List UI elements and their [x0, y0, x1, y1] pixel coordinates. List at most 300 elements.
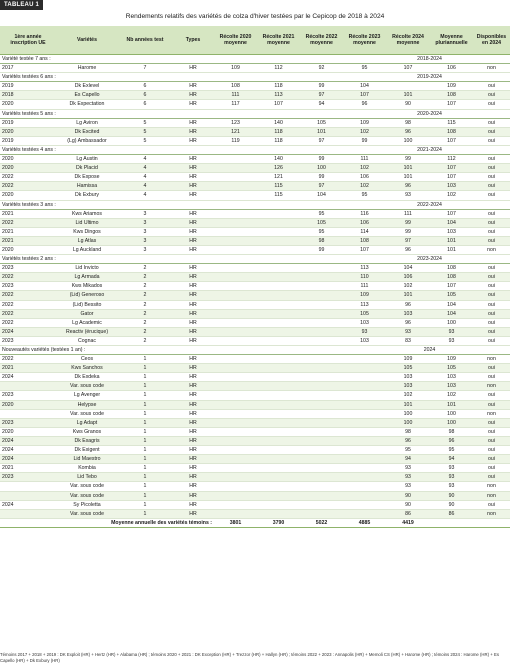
table-body: [0, 55, 510, 528]
table-cell: 4: [118, 191, 172, 200]
table-cell: oui: [473, 164, 510, 173]
table-cell: [300, 373, 343, 382]
table-cell: non: [473, 409, 510, 418]
table-cell: 119: [214, 136, 257, 145]
table-cell: HR: [172, 409, 214, 418]
table-cell: [257, 364, 300, 373]
table-cell: [300, 409, 343, 418]
table-cell: oui: [473, 373, 510, 382]
table-cell: [257, 318, 300, 327]
table-cell: [386, 82, 430, 91]
table-cell: [300, 500, 343, 509]
table-cell: 2021: [0, 364, 56, 373]
table-cell: [300, 491, 343, 500]
total-row: [0, 518, 510, 527]
table-cell: oui: [473, 418, 510, 427]
table-cell: 96: [386, 436, 430, 445]
table-cell: 2023: [0, 418, 56, 427]
table-cell: 2: [118, 300, 172, 309]
table-cell: 115: [257, 182, 300, 191]
table-cell: 115: [257, 191, 300, 200]
group-header-row: [0, 55, 510, 64]
table-cell: [473, 255, 510, 264]
table-cell: HR: [172, 418, 214, 427]
table-cell: 107: [257, 100, 300, 109]
table-cell: 109: [430, 82, 473, 91]
table-cell: [300, 391, 343, 400]
table-cell: 101: [386, 164, 430, 173]
table-cell: 103: [430, 373, 473, 382]
table-row: [0, 164, 510, 173]
table-cell: 121: [214, 127, 257, 136]
table-cell: 1: [118, 400, 172, 409]
table-cell: 1: [118, 373, 172, 382]
table-row: [0, 355, 510, 364]
table-cell: [214, 473, 257, 482]
table-cell: [300, 309, 343, 318]
table-cell: HR: [172, 327, 214, 336]
table-cell: 86: [386, 509, 430, 518]
table-row: [0, 64, 510, 73]
table-cell: 96: [386, 300, 430, 309]
table-cell: 1: [118, 446, 172, 455]
table-cell: Kombia: [56, 464, 118, 473]
table-row: [0, 155, 510, 164]
table-cell: 93: [430, 464, 473, 473]
table-cell: HR: [172, 364, 214, 373]
table-cell: 107: [430, 164, 473, 173]
table-cell: [0, 382, 56, 391]
table-cell: (Lid) Bessito: [56, 300, 118, 309]
table-cell: [0, 509, 56, 518]
table-cell: [343, 364, 386, 373]
table-cell: oui: [473, 127, 510, 136]
table-cell: Var. sous code: [56, 509, 118, 518]
table-cell: 2020: [0, 100, 56, 109]
table-row: [0, 509, 510, 518]
table-cell: [300, 482, 343, 491]
table-cell: 101: [386, 291, 430, 300]
table-cell: 4: [118, 182, 172, 191]
table-cell: [214, 355, 257, 364]
table-cell: [214, 327, 257, 336]
table-cell: [214, 236, 257, 245]
table-cell: 2: [118, 291, 172, 300]
table-cell: [257, 236, 300, 245]
table-cell: HR: [172, 182, 214, 191]
table-cell: 93: [430, 327, 473, 336]
table-cell: Dk Exlevel: [56, 82, 118, 91]
table-cell: [343, 509, 386, 518]
table-cell: [214, 273, 257, 282]
table-cell: [343, 400, 386, 409]
footnote: Témoins 2017 + 2018 + 2019 : DK Exploit (HR) + Hertz (HR) + Alabama (HR) ; témoins 2020 + 2021 : DK Exception (HR) + Trezzor (HR) + Hallyn (HR) ; témoins 2022 + 2023 : Annapolis (HR) + Memoli CS (HR) + Harome (HR) ; témoins 2024 : Harome (HR) + Es Capello (HR) + Dk Exbury (HR): [0, 652, 499, 663]
table-row: [0, 300, 510, 309]
table-cell: 4: [118, 164, 172, 173]
table-cell: 105: [300, 118, 343, 127]
table-cell: [257, 336, 300, 345]
table-cell: [0, 491, 56, 500]
table-cell: 2021: [0, 209, 56, 218]
table-cell: [300, 264, 343, 273]
table-cell: 2022-2024: [386, 200, 473, 209]
table-cell: [300, 282, 343, 291]
table-cell: 102: [386, 282, 430, 291]
table-cell: [300, 318, 343, 327]
table-cell: Lg Auckland: [56, 245, 118, 254]
table-cell: 100: [430, 409, 473, 418]
table-cell: Lid Maestro: [56, 455, 118, 464]
table-cell: Cognac: [56, 336, 118, 345]
table-cell: [214, 373, 257, 382]
table-row: [0, 409, 510, 418]
table-cell: 2022: [0, 318, 56, 327]
table-cell: 2023: [0, 282, 56, 291]
table-cell: 106: [343, 173, 386, 182]
table-cell: 95: [300, 209, 343, 218]
table-cell: 140: [257, 155, 300, 164]
table-row: [0, 264, 510, 273]
table-cell: [214, 455, 257, 464]
table-cell: HR: [172, 509, 214, 518]
table-cell: [257, 282, 300, 291]
table-cell: [214, 509, 257, 518]
table-cell: 98: [300, 236, 343, 245]
table-cell: 90: [430, 491, 473, 500]
table-cell: Var. sous code: [56, 482, 118, 491]
table-row: [0, 91, 510, 100]
table-cell: 2021: [0, 236, 56, 245]
table-row: [0, 436, 510, 445]
table-cell: 109: [386, 355, 430, 364]
table-cell: HR: [172, 100, 214, 109]
table-cell: 108: [430, 273, 473, 282]
table-cell: 6: [118, 100, 172, 109]
table-cell: oui: [473, 300, 510, 309]
table-cell: 101: [386, 400, 430, 409]
table-cell: non: [473, 491, 510, 500]
table-cell: 107: [343, 245, 386, 254]
table-cell: 1: [118, 482, 172, 491]
table-cell: 95: [300, 227, 343, 236]
table-cell: 2023: [0, 473, 56, 482]
table-cell: 99: [386, 227, 430, 236]
table-cell: HR: [172, 282, 214, 291]
table-cell: 109: [430, 355, 473, 364]
table-cell: 93: [386, 191, 430, 200]
group-header-row: [0, 255, 510, 264]
table-cell: HR: [172, 318, 214, 327]
table-row: [0, 182, 510, 191]
column-header: Récolte 2022 moyenne: [300, 26, 343, 55]
table-cell: 118: [257, 82, 300, 91]
table-cell: oui: [473, 427, 510, 436]
table-cell: oui: [473, 264, 510, 273]
table-cell: [257, 327, 300, 336]
table-cell: [214, 427, 257, 436]
table-cell: 4885: [343, 518, 386, 527]
table-cell: oui: [473, 82, 510, 91]
table-cell: 103: [430, 227, 473, 236]
table-cell: Dk Excited: [56, 127, 118, 136]
table-row: [0, 218, 510, 227]
table-row: [0, 236, 510, 245]
table-cell: 114: [343, 227, 386, 236]
table-cell: 1: [118, 500, 172, 509]
table-cell: [300, 446, 343, 455]
table-cell: non: [473, 245, 510, 254]
table-cell: 94: [430, 455, 473, 464]
table-cell: Lid Invicto: [56, 264, 118, 273]
table-row: [0, 309, 510, 318]
table-cell: 5022: [300, 518, 343, 527]
column-header: Récolte 2023 moyenne: [343, 26, 386, 55]
table-cell: HR: [172, 245, 214, 254]
table-row: [0, 82, 510, 91]
table-cell: [300, 427, 343, 436]
table-cell: 2021-2024: [386, 145, 473, 154]
table-cell: oui: [473, 282, 510, 291]
table-cell: 109: [343, 291, 386, 300]
table-cell: oui: [473, 91, 510, 100]
table-cell: 1: [118, 473, 172, 482]
table-cell: 107: [430, 282, 473, 291]
table-cell: 2020: [0, 400, 56, 409]
table-cell: [257, 309, 300, 318]
table-cell: 108: [214, 82, 257, 91]
table-cell: Reactiv (érucique): [56, 327, 118, 336]
table-cell: 93: [343, 327, 386, 336]
table-cell: oui: [473, 136, 510, 145]
table-cell: 103: [430, 182, 473, 191]
table-row: [0, 391, 510, 400]
table-cell: [214, 309, 257, 318]
table-cell: 104: [386, 264, 430, 273]
table-cell: 112: [430, 155, 473, 164]
table-cell: [257, 418, 300, 427]
table-cell: 99: [300, 82, 343, 91]
table-cell: [257, 427, 300, 436]
table-cell: 90: [386, 491, 430, 500]
table-cell: 107: [430, 173, 473, 182]
table-cell: 1: [118, 382, 172, 391]
table-cell: 111: [214, 91, 257, 100]
table-cell: HR: [172, 436, 214, 445]
table-row: [0, 100, 510, 109]
table-cell: 94: [386, 455, 430, 464]
table-cell: [473, 145, 510, 154]
group-header-row: [0, 346, 510, 355]
table-cell: Lg Adapt: [56, 418, 118, 427]
table-cell: oui: [473, 455, 510, 464]
table-cell: [0, 409, 56, 418]
table-cell: 118: [257, 127, 300, 136]
table-cell: [343, 482, 386, 491]
table-cell: HR: [172, 264, 214, 273]
table-cell: [343, 355, 386, 364]
table-cell: 92: [300, 64, 343, 73]
table-cell: 102: [430, 191, 473, 200]
table-cell: [343, 391, 386, 400]
table-cell: 96: [386, 127, 430, 136]
table-row: [0, 364, 510, 373]
table-cell: [214, 164, 257, 173]
table-cell: [214, 436, 257, 445]
table-row: [0, 227, 510, 236]
table-cell: [300, 473, 343, 482]
table-cell: 2022: [0, 218, 56, 227]
table-cell: [343, 446, 386, 455]
column-header: 1ère année inscription UE: [0, 26, 56, 55]
table-cell: HR: [172, 300, 214, 309]
table-cell: [257, 409, 300, 418]
table-cell: 5: [118, 136, 172, 145]
table-cell: [257, 264, 300, 273]
table-row: [0, 336, 510, 345]
table-cell: oui: [473, 500, 510, 509]
table-cell: 93: [430, 473, 473, 482]
table-cell: 1: [118, 418, 172, 427]
table-cell: 103: [430, 382, 473, 391]
table-cell: Variétés testées 2 ans :: [0, 255, 386, 264]
table-cell: HR: [172, 400, 214, 409]
table-cell: 104: [343, 82, 386, 91]
table-cell: [473, 55, 510, 64]
table-row: [0, 464, 510, 473]
table-cell: [343, 418, 386, 427]
table-cell: 126: [257, 164, 300, 173]
table-cell: 1: [118, 509, 172, 518]
table-cell: 105: [430, 291, 473, 300]
table-cell: 93: [386, 473, 430, 482]
table-cell: oui: [473, 100, 510, 109]
table-cell: Helypse: [56, 400, 118, 409]
table-cell: 93: [386, 464, 430, 473]
table-cell: 2023: [0, 391, 56, 400]
table-cell: 2022: [0, 300, 56, 309]
table-row: [0, 127, 510, 136]
group-header-row: [0, 109, 510, 118]
table-row: [0, 245, 510, 254]
table-cell: Lid Ultimo: [56, 218, 118, 227]
table-cell: 2023-2024: [386, 255, 473, 264]
table-cell: 2024: [386, 346, 473, 355]
table-cell: 101: [430, 245, 473, 254]
table-cell: 2022: [0, 291, 56, 300]
table-cell: 2020: [0, 127, 56, 136]
table-cell: oui: [473, 364, 510, 373]
table-cell: 108: [343, 236, 386, 245]
table-row: [0, 191, 510, 200]
table-cell: 2022: [0, 355, 56, 364]
table-cell: Sy Picoletta: [56, 500, 118, 509]
table-cell: Es Capello: [56, 91, 118, 100]
table-cell: HR: [172, 309, 214, 318]
table-cell: [257, 382, 300, 391]
table-cell: [300, 300, 343, 309]
table-row: [0, 173, 510, 182]
table-cell: 107: [430, 136, 473, 145]
table-cell: 1: [118, 391, 172, 400]
table-cell: 2023: [0, 264, 56, 273]
table-cell: 4: [118, 173, 172, 182]
table-cell: HR: [172, 464, 214, 473]
table-cell: 98: [386, 427, 430, 436]
table-cell: [257, 291, 300, 300]
table-cell: [300, 364, 343, 373]
table-cell: 2019: [0, 82, 56, 91]
table-cell: Kws Mikados: [56, 282, 118, 291]
table-row: [0, 291, 510, 300]
table-cell: 98: [430, 427, 473, 436]
table-cell: 2: [118, 309, 172, 318]
table-cell: 103: [343, 318, 386, 327]
table-cell: Variétés testées 4 ans :: [0, 145, 386, 154]
table-cell: 2022: [0, 309, 56, 318]
table-cell: 123: [214, 118, 257, 127]
table-cell: 7: [118, 64, 172, 73]
table-cell: 3790: [257, 518, 300, 527]
table-cell: [214, 245, 257, 254]
table-cell: [257, 436, 300, 445]
table-cell: [214, 336, 257, 345]
table-cell: Lg Avenger: [56, 391, 118, 400]
table-cell: 3: [118, 245, 172, 254]
table-cell: 109: [214, 64, 257, 73]
table-cell: [214, 282, 257, 291]
table-cell: oui: [473, 191, 510, 200]
group-header-row: [0, 145, 510, 154]
table-cell: [214, 400, 257, 409]
table-cell: [343, 436, 386, 445]
table-cell: 103: [386, 309, 430, 318]
table-cell: [343, 473, 386, 482]
table-cell: oui: [473, 227, 510, 236]
table-row: [0, 273, 510, 282]
table-cell: 102: [430, 391, 473, 400]
table-cell: 106: [430, 64, 473, 73]
table-cell: oui: [473, 473, 510, 482]
table-cell: 1: [118, 464, 172, 473]
table-cell: HR: [172, 382, 214, 391]
table-cell: HR: [172, 127, 214, 136]
table-cell: 2020: [0, 245, 56, 254]
table-cell: [257, 373, 300, 382]
table-cell: [214, 391, 257, 400]
table-row: [0, 455, 510, 464]
table-cell: Ceos: [56, 355, 118, 364]
table-row: [0, 327, 510, 336]
table-cell: [300, 273, 343, 282]
table-cell: oui: [473, 318, 510, 327]
table-cell: 111: [343, 282, 386, 291]
table-cell: 108: [430, 264, 473, 273]
table-cell: [214, 300, 257, 309]
table-row: [0, 318, 510, 327]
table-cell: 2024: [0, 500, 56, 509]
column-header: Variétés: [56, 26, 118, 55]
table-cell: 107: [343, 91, 386, 100]
table-cell: 90: [386, 500, 430, 509]
table-cell: 99: [300, 245, 343, 254]
table-cell: 100: [386, 136, 430, 145]
table-cell: 90: [430, 500, 473, 509]
table-cell: [430, 518, 510, 527]
table-cell: HR: [172, 155, 214, 164]
table-cell: Var. sous code: [56, 491, 118, 500]
table-cell: 1: [118, 409, 172, 418]
table-cell: Gator: [56, 309, 118, 318]
